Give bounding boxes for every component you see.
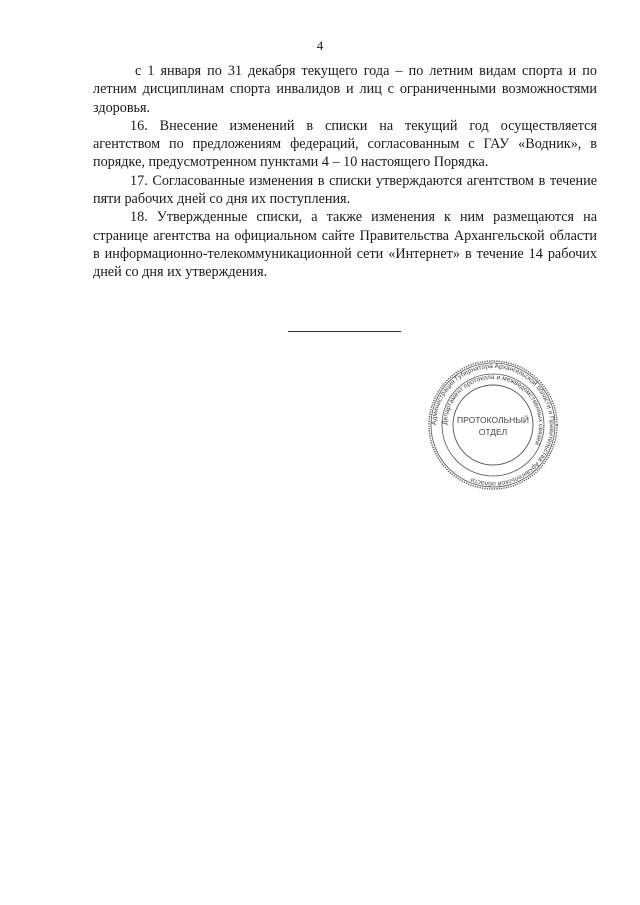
protocol-office-seal bbox=[427, 359, 559, 491]
paragraph-17: 17. Согласованные изменения в списки утверждаются агентством в течение пяти рабочих дней со дня их поступления. bbox=[93, 172, 597, 208]
page-number: 4 bbox=[316, 38, 324, 53]
paragraph-16: 16. Внесение изменений в списки на текущий год осуществляется агентством по предложениям федераций, согласованным с ГАУ «Водник», в порядке, предусмотренном пунктами 4 – 10 настоящего Порядка. bbox=[93, 117, 597, 171]
paragraph-intro: с 1 января по 31 декабря текущего года – по летним видам спорта и по летним дисциплинам спорта инвалидов и лиц с ограниченными возможностями здоровья. bbox=[93, 63, 597, 116]
seal-center-line1: ПРОТОКОЛЬНЫЙ bbox=[457, 415, 529, 425]
seal-center-line2: ОТДЕЛ bbox=[478, 427, 508, 437]
paragraph-18: 18. Утвержденные списки, а также изменения к ним размещаются на странице агентства на официальном сайте Правительства Архангельской области в информационно-телекоммуникационной сети «Интернет» в течение 14 рабочих дней со дня их утверждения. bbox=[93, 209, 597, 281]
seal-inner-text: Департамент протокола и межведомственных связей bbox=[441, 373, 545, 447]
seal-outer-text: Администрация Губернатора Архангельской области и Правительства Архангельской области bbox=[430, 362, 556, 488]
end-divider bbox=[288, 331, 401, 332]
document-body bbox=[93, 62, 597, 282]
